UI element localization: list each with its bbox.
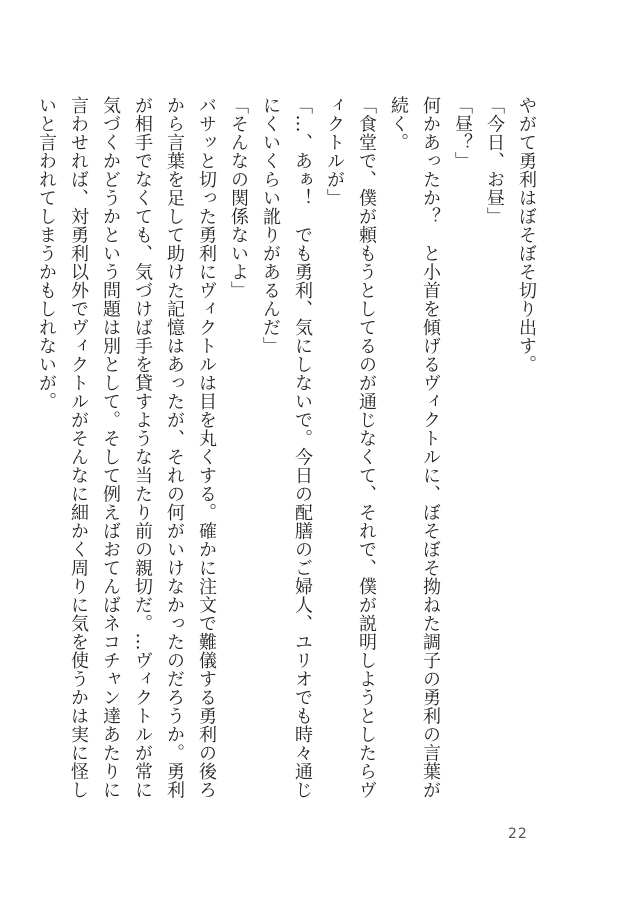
page-number: 22: [508, 826, 528, 842]
paragraph-5: 「食堂で、僕が頼もうとしてるのが通じなくて、それで、僕が説明しようとしたらヴィクトルが」: [324, 96, 377, 799]
paragraph-8: バサッと切った勇利にヴィクトルは目を丸くする。確かに注文で難儀する勇利の後ろから言葉を足して助けた記憶はあったが、それの何がいけなかったのだろうか。勇利が相手でなくても、気づけば手を貸すような当たり前の親切だ。…ヴィクトルが常に気づくかどうかという問題は別として。そして例えばおてんばネコチャン達あたりに言わせれば、対勇利以外でヴィクトルがそんなに細かく周りに気を使うかは実に怪しいと言われてしまうかもしれないが。: [36, 96, 217, 799]
paragraph-7: 「そんなの関係ないよ」: [228, 96, 249, 300]
paragraph-1: やがて勇利はぼそぼそ切り出す。: [516, 96, 537, 374]
vertical-text-body: [30, 96, 542, 816]
paragraph-2: 「今日、お昼」: [484, 96, 505, 226]
paragraph-6: 「…、あぁ！ でも勇利、気にしないで。今日の配膳のご婦人、ユリオでも時々通じにくいくらい訛りがあるんだ」: [260, 96, 313, 799]
paragraph-3: 「昼？」: [452, 96, 473, 170]
paragraph-4: 何かあったか？ と小首を傾げるヴィクトルに、ぼそぼそ拗ねた調子の勇利の言葉が続く。: [388, 96, 441, 799]
